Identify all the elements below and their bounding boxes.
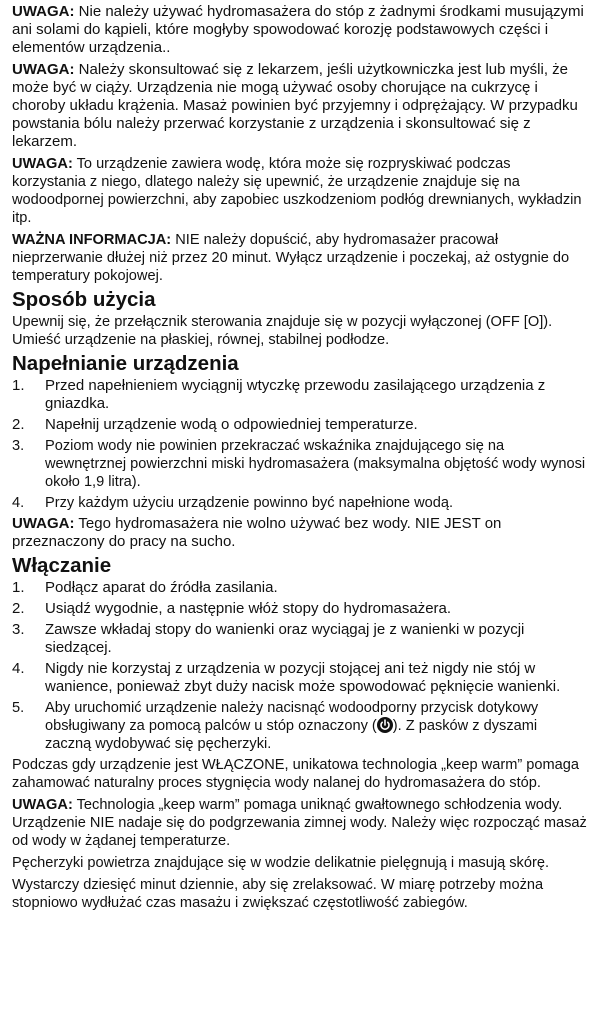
step-number: 5. — [12, 700, 25, 716]
bubbles-text: Pęcherzyki powietrza znajdujące się w wodzie delikatnie pielęgnują i masują skórę. — [12, 855, 550, 871]
warning-text: Tego hydromasażera nie wolno używać bez wody. NIE JEST on przeznaczony do pracy na sucho. — [12, 515, 502, 550]
usage-heading: Sposób użycia — [12, 288, 156, 311]
step-text: Nigdy nie korzystaj z urządzenia w pozycji stojącej ani też nigdy nie stój w wanience, ponieważ zbyt duży nacisk może spowodować pęknięcie wanienki. — [45, 660, 561, 695]
step-text: Poziom wody nie powinien przekraczać wskaźnika znajdującego się na wewnętrznej powierzchni miski hydromasażera (maksymalna objętość wody wynosi około 1,9 litra). — [45, 438, 586, 490]
warning-text: Technologia „keep warm” pomaga uniknąć gwałtownego schłodzenia wody. Urządzenie NIE nadaje się do podgrzewania zimnej wody. Należy więc rozpocząć masaż od wody w żądanej temperaturze. — [12, 797, 587, 849]
step-number: 3. — [12, 438, 25, 454]
keep-warm-text: Podczas gdy urządzenie jest WŁĄCZONE, unikatowa technologia „keep warm” pomaga zahamować naturalny proces stygnięcia wody nalanej do hydromasażera do stóp. — [12, 757, 579, 791]
warning-label: UWAGA: — [12, 3, 75, 20]
warning-water-splash — [12, 155, 587, 227]
important-info — [12, 231, 587, 285]
warning-keep-warm — [12, 796, 587, 850]
step-text: Podłącz aparat do źródła zasilania. — [45, 579, 278, 596]
warning-pregnancy — [12, 61, 587, 151]
filling-steps — [12, 377, 587, 512]
warning-label: UWAGA: — [12, 61, 75, 78]
step-number: 2. — [12, 416, 25, 433]
step-text: Zawsze wkładaj stopy do wanienki oraz wyciągaj je z wanienki w pozycji siedzącej. — [45, 621, 525, 656]
switching-heading: Włączanie — [12, 554, 112, 577]
warning-text: To urządzenie zawiera wodę, która może się rozpryskiwać podczas korzystania z niego, dlatego należy się upewnić, że urządzenie znajduje się na wodoodpornej powierzchni, aby zapobiec uszkodzeniom podłóg drewnianych, wykładzin itp. — [12, 156, 582, 226]
step-number: 1. — [12, 579, 25, 596]
warning-text: Należy skonsultować się z lekarzem, jeśli użytkowniczka jest lub myśli, że może być w ciąży. Urządzenia nie mogą używać osoby chorujące na cukrzycę i choroby układu krążenia. Masaż powinien być przyjemny i odprężający. W przypadku powstania bólu należy przerwać korzystanie z urządzenia i skonsultować się z lekarzem. — [12, 61, 578, 150]
step-text-continued: ). Z pasków z dyszami zaczną wydobywać się pęcherzyki. — [45, 718, 538, 752]
step-text: Aby uruchomić urządzenie należy nacisnąć wodoodporny przycisk dotykowy obsługiwany za pomocą palców u stóp oznaczony ( — [45, 700, 539, 734]
step-text: Przy każdym użyciu urządzenie powinno być napełnione wodą. — [45, 495, 454, 511]
step-text: Przed napełnieniem wyciągnij wtyczkę przewodu zasilającego urządzenia z gniazdka. — [45, 377, 546, 412]
list-item — [12, 600, 587, 618]
list-item — [12, 416, 587, 434]
list-item — [12, 579, 587, 597]
important-info-label: WAŻNA INFORMACJA: — [12, 232, 172, 248]
list-item — [12, 377, 587, 413]
list-item — [12, 660, 587, 696]
important-info-text: NIE należy dopuścić, aby hydromasażer pracował nieprzerwanie dłużej niż przez 20 minut. Wyłącz urządzenie i poczekaj, aż ostygnie do temperatury pokojowej. — [12, 232, 570, 284]
list-item — [12, 437, 587, 491]
final-text: Wystarczy dziesięć minut dziennie, aby się zrelaksować. W miarę potrzeby można stopniowo wydłużać czas masażu i zwiększać częstotliwość zabiegów. — [12, 877, 544, 911]
warning-cosmetics — [12, 3, 587, 57]
switching-steps — [12, 579, 587, 753]
step-text: Napełnij urządzenie wodą o odpowiedniej temperaturze. — [45, 416, 418, 433]
usage-text: Upewnij się, że przełącznik sterowania znajduje się w pozycji wyłączonej (OFF [O]). Umieść urządzenie na płaskiej, równej, stabilnej podłodze. — [12, 314, 553, 348]
warning-text: Nie należy używać hydromasażera do stóp z żadnymi środkami musujązymi ani solami do kąpieli, które mogłyby spowodować korozję podstawowych części i elementów urządzenia.. — [12, 3, 584, 56]
step-number: 4. — [12, 495, 25, 511]
step-number: 3. — [12, 621, 25, 638]
power-icon — [377, 717, 393, 733]
step-number: 4. — [12, 660, 25, 677]
warning-label: UWAGA: — [12, 797, 73, 813]
warning-label: UWAGA: — [12, 515, 75, 532]
warning-label: UWAGA: — [12, 156, 73, 172]
list-item — [12, 621, 587, 657]
warning-no-water — [12, 515, 587, 551]
list-item — [12, 494, 587, 512]
filling-heading: Napełnianie urządzenia — [12, 352, 239, 375]
step-number: 2. — [12, 600, 25, 617]
step-number: 1. — [12, 377, 25, 394]
list-item — [12, 699, 587, 753]
step-text: Usiądź wygodnie, a następnie włóż stopy do hydromasażera. — [45, 600, 452, 617]
